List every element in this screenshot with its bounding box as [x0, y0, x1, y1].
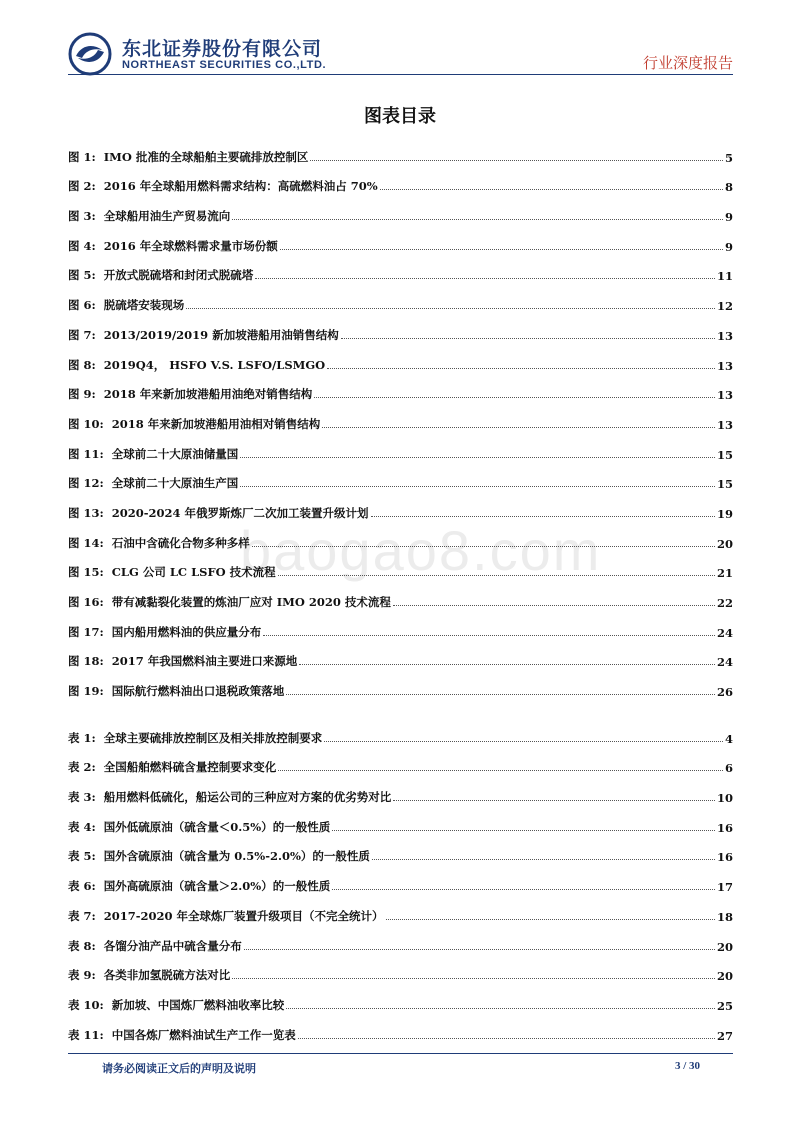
entry-label: 表 9: [68, 968, 96, 983]
entry-title: 各馏分油产品中硫含量分布 [103, 938, 242, 953]
entry-title: 全国船舶燃料硫含量控制要求变化 [103, 760, 277, 775]
entry-title: 全球船用油生产贸易流向 [103, 209, 231, 224]
dot-leader [332, 889, 715, 890]
entry-page-number: 18 [716, 909, 733, 924]
dot-leader [263, 635, 715, 636]
dot-leader [240, 486, 715, 487]
header-divider [68, 74, 733, 75]
entry-page-number: 9 [724, 239, 733, 254]
figure-entry[interactable] [68, 524, 733, 554]
table-list [68, 719, 733, 1046]
entry-label: 表 5: [68, 849, 96, 864]
table-entry[interactable] [68, 927, 733, 957]
entry-page-number: 6 [724, 761, 733, 776]
entry-label: 图 6: [68, 298, 96, 313]
entry-label: 图 3: [68, 209, 96, 224]
entry-page-number: 12 [716, 299, 733, 314]
table-entry[interactable] [68, 838, 733, 868]
entry-title: 2018 年来新加坡港船用油相对销售结构 [111, 416, 321, 431]
dot-leader [286, 694, 715, 695]
entry-title: 新加坡、中国炼厂燃料油收率比较 [111, 997, 285, 1012]
entry-label: 图 1: [68, 149, 96, 164]
table-entry[interactable] [68, 897, 733, 927]
figure-entry[interactable] [68, 405, 733, 435]
entry-title: 开放式脱硫塔和封闭式脱硫塔 [103, 268, 254, 283]
dot-leader [286, 1008, 715, 1009]
table-entry[interactable] [68, 749, 733, 779]
entry-page-number: 27 [716, 1028, 733, 1043]
entry-page-number: 9 [724, 210, 733, 225]
entry-title: 带有减黏裂化装置的炼油厂应对 IMO 2020 技术流程 [111, 595, 391, 609]
entry-page-number: 19 [716, 506, 733, 521]
figure-entry[interactable] [68, 346, 733, 376]
figure-entry[interactable] [68, 672, 733, 702]
entry-page-number: 24 [716, 655, 733, 670]
figure-entry[interactable] [68, 643, 733, 673]
dot-leader [244, 949, 715, 950]
company-name-cn: 东北证券股份有限公司 [122, 38, 323, 60]
entry-label: 表 10: [68, 997, 104, 1012]
dot-leader [310, 160, 723, 161]
entry-title: IMO 批准的全球船舶主要硫排放控制区 [103, 149, 309, 164]
entry-title: 国际航行燃料油出口退税政策落地 [111, 684, 285, 699]
entry-title: 2020-2024 年俄罗斯炼厂二次加工装置升级计划 [111, 505, 369, 520]
figure-entry[interactable] [68, 257, 733, 287]
dot-leader [393, 800, 715, 801]
figure-entry[interactable] [68, 197, 733, 227]
dot-leader [298, 1038, 715, 1039]
entry-label: 表 3: [68, 790, 96, 805]
entry-title: 全球主要硫排放控制区及相关排放控制要求 [103, 730, 323, 745]
entry-title: 中国各炼厂燃料油试生产工作一览表 [111, 1027, 296, 1042]
dot-leader [299, 664, 715, 665]
figure-entry[interactable] [68, 168, 733, 198]
watermark: baogao8.com [240, 519, 602, 582]
entry-page-number: 13 [716, 358, 733, 373]
entry-title: 国内船用燃料油的供应量分布 [111, 624, 262, 639]
entry-page-number: 13 [716, 328, 733, 343]
entry-page-number: 15 [716, 447, 733, 462]
dot-leader [324, 741, 723, 742]
entry-page-number: 13 [716, 417, 733, 432]
entry-title: 2016 年全球船用燃料需求结构：高硫燃料油占 70% [103, 179, 378, 194]
dot-leader [255, 278, 715, 279]
entry-label: 图 4: [68, 238, 96, 253]
entry-page-number: 15 [716, 477, 733, 492]
figure-entry[interactable] [68, 138, 733, 168]
figure-entry[interactable] [68, 583, 733, 613]
entry-title: CLG 公司 LC LSFO 技术流程 [111, 565, 276, 580]
entry-label: 图 18: [68, 654, 104, 669]
entry-title: 2017-2020 年全球炼厂装置升级项目（不完全统计） [103, 908, 384, 923]
entry-page-number: 4 [724, 731, 733, 746]
company-logo-icon [68, 32, 112, 76]
entry-page-number: 24 [716, 625, 733, 640]
dot-leader [371, 516, 715, 517]
entry-page-number: 21 [716, 566, 733, 581]
entry-label: 图 9: [68, 387, 96, 402]
entry-title: 2017 年我国燃料油主要进口来源地 [111, 654, 298, 669]
entry-page-number: 22 [716, 596, 733, 610]
entry-label: 表 4: [68, 819, 96, 834]
entry-title: 国外含硫原油（硫含量为 0.5%-2.0%）的一般性质 [103, 849, 370, 864]
entry-label: 图 12: [68, 476, 104, 491]
dot-leader [386, 919, 715, 920]
dot-leader [252, 546, 715, 547]
entry-title: 2013/2019/2019 新加坡港船用油销售结构 [103, 327, 339, 342]
entry-title: 全球前二十大原油储量国 [111, 446, 239, 461]
entry-label: 表 6: [68, 879, 96, 894]
figure-entry[interactable] [68, 227, 733, 257]
dot-leader [393, 605, 715, 606]
entry-page-number: 10 [716, 791, 733, 806]
figure-entry[interactable] [68, 286, 733, 316]
entry-label: 图 19: [68, 684, 104, 699]
dot-leader [232, 978, 715, 979]
entry-label: 图 7: [68, 327, 96, 342]
entry-label: 图 2: [68, 179, 96, 194]
entry-title: 2019Q4， HSFO V.S. LSFO/LSMGO [103, 357, 326, 372]
entry-label: 表 8: [68, 938, 96, 953]
entry-label: 图 14: [68, 535, 104, 550]
table-entry[interactable] [68, 957, 733, 987]
entry-label: 图 10: [68, 416, 104, 431]
entry-label: 图 5: [68, 268, 96, 283]
report-type-label: 行业深度报告 [642, 54, 733, 72]
table-entry[interactable] [68, 719, 733, 749]
entry-title: 脱硫塔安装现场 [103, 298, 185, 313]
footer-disclaimer: 请务必阅读正文后的声明及说明 [102, 1062, 256, 1075]
figure-entry[interactable] [68, 435, 733, 465]
table-entry[interactable] [68, 867, 733, 897]
entry-page-number: 20 [716, 969, 733, 984]
table-entry[interactable] [68, 808, 733, 838]
table-entry[interactable] [68, 778, 733, 808]
entry-title: 2016 年全球燃料需求量市场份额 [103, 238, 278, 253]
dot-leader [278, 575, 715, 576]
entry-page-number: 20 [716, 939, 733, 954]
entry-page-number: 5 [724, 150, 733, 165]
company-name-en: NORTHEAST SECURITIES CO.,LTD. [122, 59, 327, 71]
entry-title: 2018 年来新加坡港船用油绝对销售结构 [103, 387, 313, 402]
figure-entry[interactable] [68, 376, 733, 406]
entry-title: 各类非加氢脱硫方法对比 [103, 968, 231, 983]
entry-page-number: 25 [716, 998, 733, 1013]
entry-label: 图 16: [68, 595, 104, 609]
footer-divider [68, 1053, 733, 1054]
table-entry[interactable] [68, 1016, 733, 1046]
entry-title: 船用燃料低硫化，船运公司的三种应对方案的优劣势对比 [103, 790, 392, 805]
entry-label: 图 13: [68, 505, 104, 520]
dot-leader [314, 397, 715, 398]
dot-leader [380, 189, 723, 190]
page-title: 图表目录 [364, 106, 436, 127]
table-entry[interactable] [68, 986, 733, 1016]
entry-label: 图 15: [68, 565, 104, 580]
figure-entry[interactable] [68, 465, 733, 495]
entry-page-number: 13 [716, 388, 733, 403]
figure-entry[interactable] [68, 554, 733, 584]
entry-title: 石油中含硫化合物多种多样 [111, 535, 250, 550]
entry-page-number: 8 [724, 180, 733, 195]
entry-label: 图 17: [68, 624, 104, 639]
figure-entry[interactable] [68, 494, 733, 524]
entry-page-number: 11 [716, 269, 733, 284]
entry-page-number: 16 [716, 820, 733, 835]
entry-page-number: 17 [716, 880, 733, 895]
page-header [68, 28, 733, 76]
entry-title: 国外低硫原油（硫含量＜0.5%）的一般性质 [103, 819, 331, 834]
dot-leader [240, 457, 715, 458]
entry-label: 表 7: [68, 908, 96, 923]
dot-leader [278, 770, 723, 771]
dot-leader [332, 830, 715, 831]
entry-page-number: 26 [716, 685, 733, 700]
figure-entry[interactable] [68, 613, 733, 643]
dot-leader [327, 368, 715, 369]
entry-label: 图 11: [68, 446, 104, 461]
entry-page-number: 16 [716, 850, 733, 865]
entry-page-number: 20 [716, 536, 733, 551]
footer-page-number: 3 / 30 [674, 1060, 700, 1072]
entry-label: 图 8: [68, 357, 96, 372]
figure-list [68, 138, 733, 702]
dot-leader [280, 249, 723, 250]
entry-label: 表 2: [68, 760, 96, 775]
dot-leader [341, 338, 715, 339]
entry-label: 表 1: [68, 730, 96, 745]
entry-title: 国外高硫原油（硫含量＞2.0%）的一般性质 [103, 879, 331, 894]
dot-leader [372, 859, 715, 860]
entry-title: 全球前二十大原油生产国 [111, 476, 239, 491]
figure-entry[interactable] [68, 316, 733, 346]
entry-label: 表 11: [68, 1027, 104, 1042]
dot-leader [322, 427, 715, 428]
dot-leader [232, 219, 723, 220]
dot-leader [186, 308, 715, 309]
